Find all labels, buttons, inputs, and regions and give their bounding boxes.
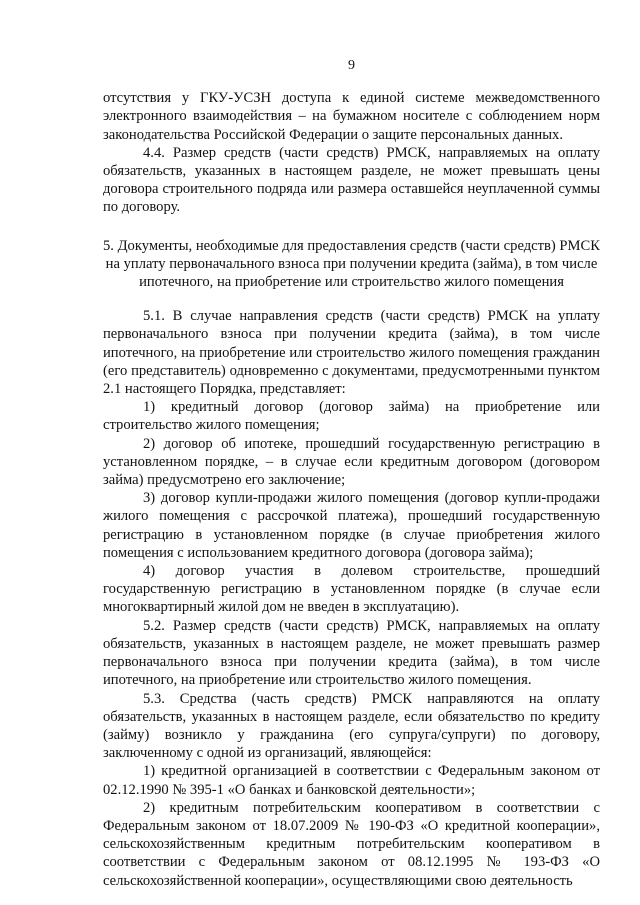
- list-item-5-1-4: 4) договор участия в долевом строительстве, прошедший государственную регистрацию в установленном порядке (в случае если многоквартирный жилой дом не введен в эксплуатацию).: [103, 563, 600, 616]
- list-item-5-1-2: 2) договор об ипотеке, прошедший государственную регистрацию в установленном порядке, – в случае если кредитным договором (договором займа) предусмотрено его заключение;: [103, 435, 600, 489]
- paragraph-4-4: 4.4. Размер средств (части средств) РМСК, направляемых на оплату обязательств, указанных в настоящем разделе, не может превышать цены договора строительного подряда или размера оставшейся неуплаченной суммы по договору.: [103, 144, 600, 216]
- spacer: [103, 291, 600, 307]
- list-item-5-3-1: 1) кредитной организацией в соответствии с Федеральным законом от 02.12.1990 № 395-1 «О банках и банковской деятельности»;: [103, 763, 600, 798]
- paragraph-5-2: 5.2. Размер средств (части средств) РМСК, направляемых на оплату обязательств, указанных в настоящем разделе, не может превышать размер первоначального взноса при получении кредита (займа), в том числе ипотечного, на приобретение или строительство жилого помещения.: [103, 617, 600, 689]
- paragraph-5-1: 5.1. В случае направления средств (части средств) РМСК на уплату первоначального взноса при получении кредита (займа), в том числе ипотечного, на приобретение или строительство жилого помещения гражданин (его представитель) одновременно с документами, предусмотренными пунктом 2.1 настоящего Порядка, представляет:: [103, 308, 600, 398]
- section-heading-5: 5. Документы, необходимые для предоставления средств (части средств) РМСК на уплату первоначального взноса при получении кредита (займа), в том числе ипотечного, на приобретение или строительство жилого помещения: [103, 237, 600, 291]
- document-page: [103, 57, 600, 890]
- paragraph-5-3: 5.3. Средства (часть средств) РМСК направляются на оплату обязательств, указанных в настоящем разделе, если обязательство по кредиту (займу) возникло у гражданина (его супруга/супруги) по договору, заключенному с одной из организаций, являющейся:: [103, 690, 600, 762]
- page-number: 9: [348, 58, 355, 73]
- list-item-5-1-3: 3) договор купли-продажи жилого помещения (договор купли-продажи жилого помещения с рассрочкой платежа), прошедший государственную регистрацию в установленном порядке (в случае приобретения жилого помещения с использованием кредитного договора (договора займа);: [103, 490, 600, 561]
- spacer: [103, 217, 600, 237]
- list-item-5-3-2: 2) кредитным потребительским кооперативом в соответствии с Федеральным законом от 18.07.2009 № 190-ФЗ «О кредитной кооперации», сельскохозяйственным кредитным потребительским кооперативом в соответствии с Федеральным законом от 08.12.1995 № 193-ФЗ «О сельскохозяйственной кооперации», осуществляющими свою деятельность: [103, 799, 600, 889]
- paragraph-continuation: отсутствия у ГКУ-УСЗН доступа к единой системе межведомственного электронного взаимодействия – на бумажном носителе с соблюдением норм законодательства Российской Федерации о защите персональных данных.: [103, 90, 600, 143]
- list-item-5-1-1: 1) кредитный договор (договор займа) на приобретение или строительство жилого помещения;: [103, 399, 600, 434]
